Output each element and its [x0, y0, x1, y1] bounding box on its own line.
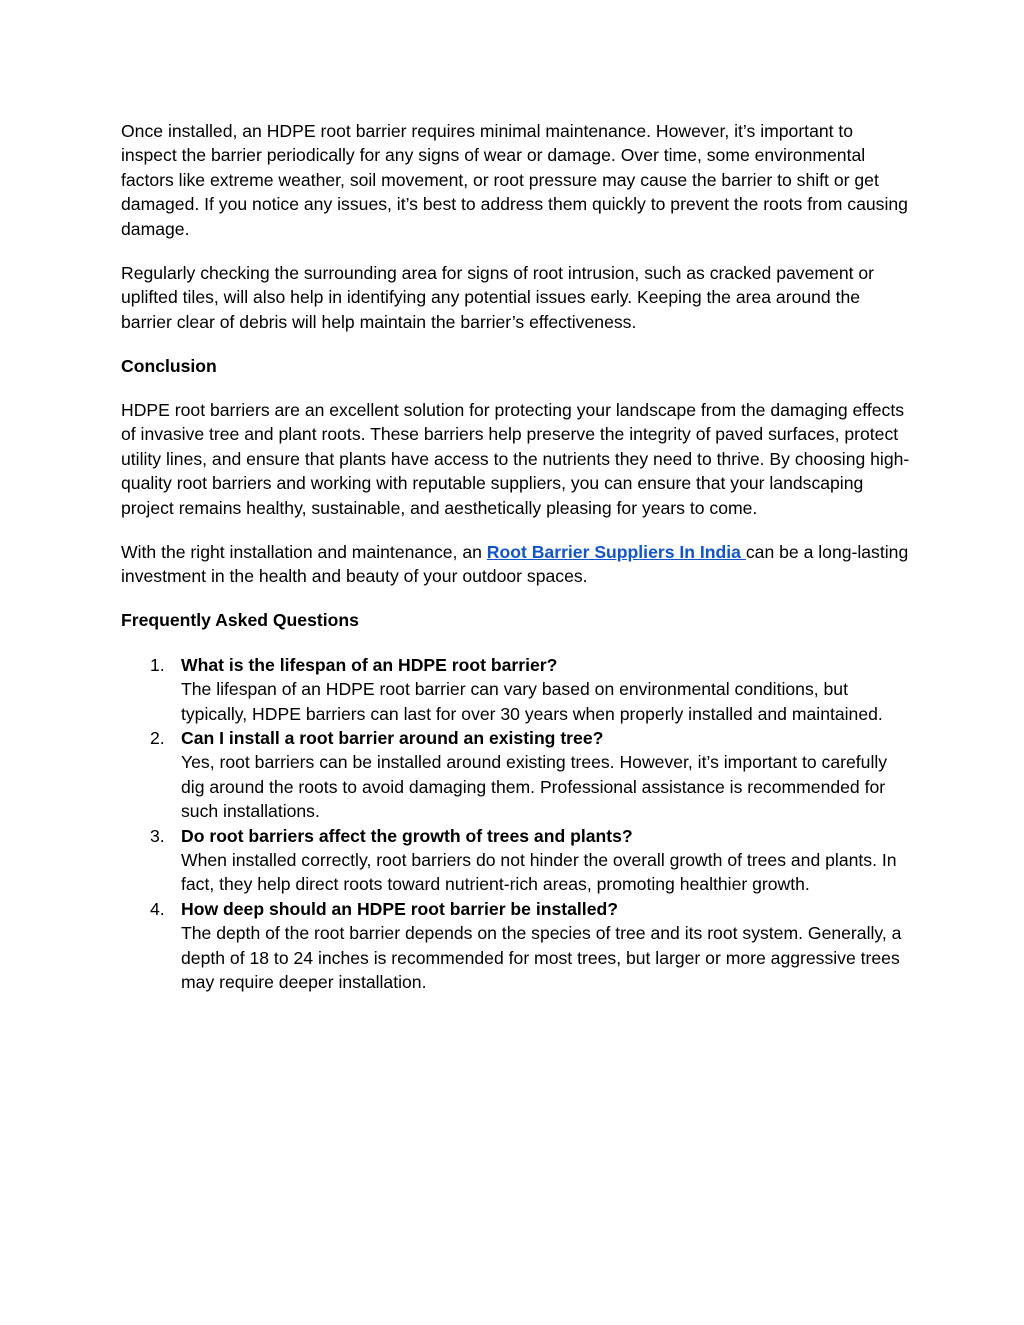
maintenance-paragraph-1: Once installed, an HDPE root barrier requires minimal maintenance. However, it’s important to inspect the barrier periodically for any signs of wear or damage. Over time, some environmental factors like extreme weather, soil movement, or root pressure may cause the barrier to shift or get damaged. If you notice any issues, it’s best to address them quickly to prevent the roots from causing damage. — [121, 121, 908, 239]
faq-item-number: 3. — [150, 825, 165, 846]
faq-item-number: 2. — [150, 727, 165, 748]
faq-question: Do root barriers affect the growth of trees and plants? — [181, 825, 633, 846]
root-barrier-suppliers-link[interactable]: Root Barrier Suppliers In India — [486, 541, 741, 562]
faq-item — [121, 897, 911, 995]
maintenance-paragraph-2: Regularly checking the surrounding area for signs of root intrusion, such as cracked pavement or uplifted tiles, will also help in identifying any potential issues early. Keeping the area around the barrier clear of debris will help maintain the barrier’s effectiveness. — [121, 262, 875, 332]
link-paragraph-after: can be a long-lasting investment in the health and beauty of your outdoor spaces. — [121, 541, 909, 587]
faq-question: What is the lifespan of an HDPE root barrier? — [181, 654, 558, 675]
faq-answer: When installed correctly, root barriers do not hinder the overall growth of trees and plants. In fact, they help direct roots toward nutrient-rich areas, promoting healthier growth. — [181, 849, 897, 895]
faq-list — [121, 653, 911, 995]
faq-question: How deep should an HDPE root barrier be installed? — [181, 898, 618, 919]
link-paragraph — [121, 540, 911, 589]
faq-question: Can I install a root barrier around an existing tree? — [181, 727, 604, 748]
faq-answer: The lifespan of an HDPE root barrier can vary based on environmental conditions, but typically, HDPE barriers can last for over 30 years when properly installed and maintained. — [181, 679, 883, 724]
link-paragraph-before: With the right installation and maintenance, an — [121, 541, 487, 562]
document-page — [121, 119, 911, 994]
faq-item-number: 1. — [150, 654, 165, 675]
faq-item — [121, 726, 911, 824]
conclusion-heading: Conclusion — [121, 355, 217, 376]
faq-item — [121, 824, 911, 897]
faq-item — [121, 653, 911, 726]
faq-heading: Frequently Asked Questions — [121, 610, 359, 631]
conclusion-paragraph: HDPE root barriers are an excellent solution for protecting your landscape from the damaging effects of invasive tree and plant roots. These barriers help preserve the integrity of paved surfaces, protect utility lines, and ensure that plants have access to the nutrients they need to thrive. By choosing high-quality root barriers and working with reputable suppliers, you can ensure that your landscaping project remains healthy, sustainable, and aesthetically pleasing for years to come. — [121, 400, 910, 518]
faq-item-number: 4. — [150, 898, 165, 919]
faq-answer: Yes, root barriers can be installed around existing trees. However, it’s important to carefully dig around the roots to avoid damaging them. Professional assistance is recommended for such installations. — [181, 752, 888, 822]
faq-answer: The depth of the root barrier depends on the species of tree and its root system. Generally, a depth of 18 to 24 inches is recommended for most trees, but larger or more aggressive trees may require deeper installation. — [181, 923, 902, 992]
